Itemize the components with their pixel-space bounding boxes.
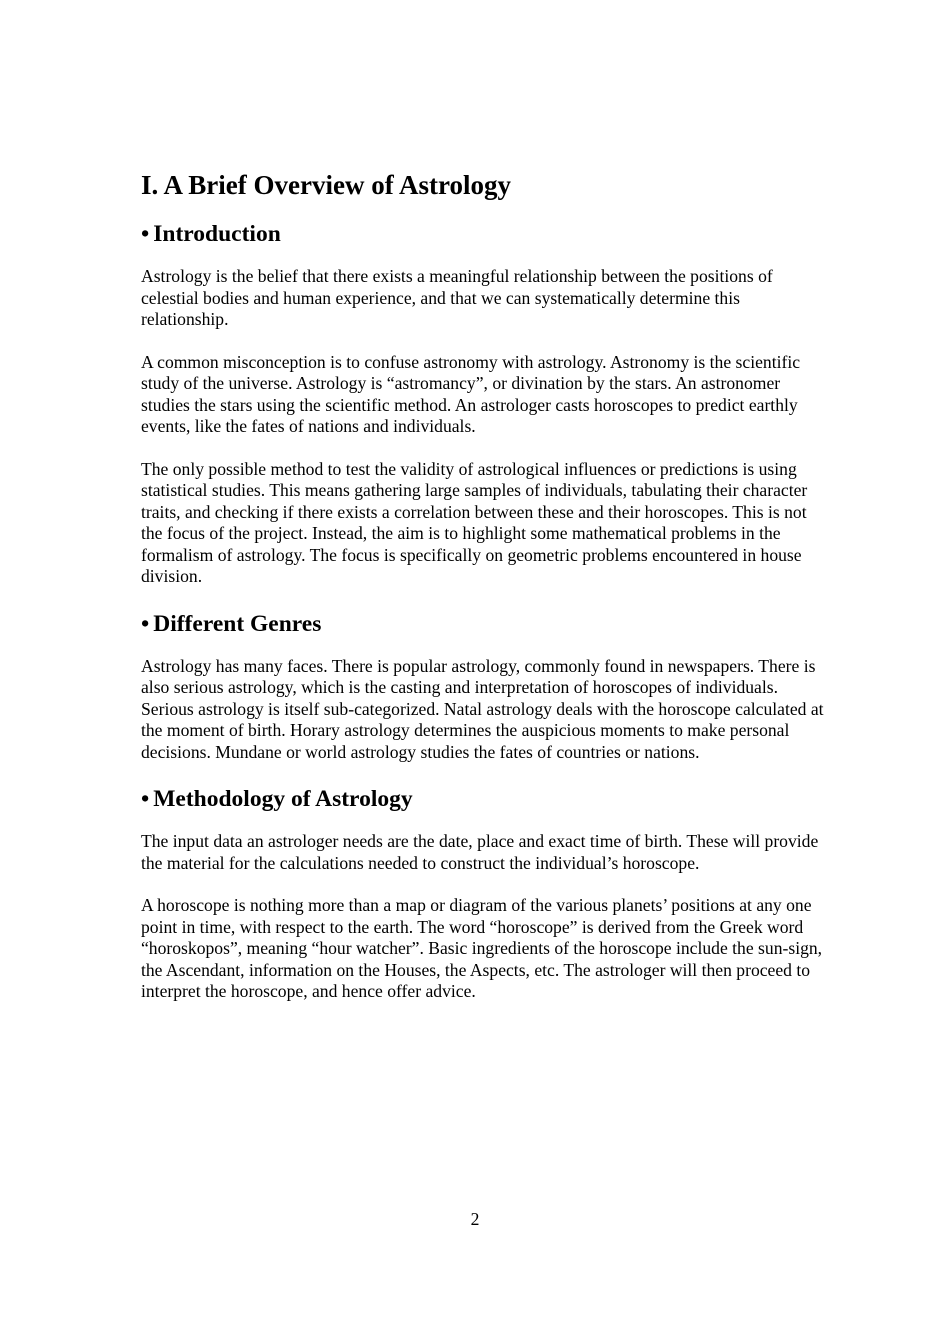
section-heading-label: Different Genres — [153, 610, 322, 637]
section-heading-label: Introduction — [153, 221, 281, 247]
paragraph: A horoscope is nothing more than a map or diagram of the various planets’ positions at any one point in time, with respect to the earth. The word “horoscope” is derived from the Greek word “horoskopos”, meaning “hour watcher”. Basic ingredients of the horoscope include the sun-sign, the Ascendant, information on the Houses, the Aspects, etc. The astrologer will then proceed to interpret the horoscope, and hence offer advice. — [141, 895, 823, 1001]
section-heading-different-genres — [141, 609, 831, 639]
paragraph: Astrology is the belief that there exists a meaningful relationship between the positions of celestial bodies and human experience, and that we can systematically determine this relationship. — [141, 266, 773, 329]
bullet-icon: • — [141, 221, 150, 247]
chapter-title: I. A Brief Overview of Astrology — [141, 170, 511, 200]
page-number: 2 — [470, 1209, 480, 1229]
document-page — [141, 168, 831, 1024]
paragraph: The input data an astrologer needs are the date, place and exact time of birth. These will provide the material for the calculations needed to construct the individual’s horoscope. — [141, 831, 819, 873]
bullet-icon: • — [141, 610, 150, 637]
paragraph: A common misconception is to confuse astronomy with astrology. Astronomy is the scientific study of the universe. Astrology is “astromancy”, or divination by the stars. An astronomer studies the stars using the scientific method. An astrologer casts horoscopes to predict earthly events, like the fates of nations and individuals. — [141, 351, 801, 436]
paragraph: The only possible method to test the validity of astrological influences or predictions is using statistical studies. This means gathering large samples of individuals, tabulating their character traits, and checking if there exists a correlation between these and their horoscopes. This is not the focus of the project. Instead, the aim is to highlight some mathematical problems in the formalism of astrology. The focus is specifically on geometric problems encountered in house division. — [141, 458, 808, 586]
bullet-icon: • — [141, 786, 150, 812]
paragraph: Astrology has many faces. There is popular astrology, commonly found in newspapers. There is also serious astrology, which is the casting and interpretation of horoscopes of individuals. Serious astrology is itself sub-categorized. Natal astrology deals with the horoscope calculated at the moment of birth. Horary astrology determines the auspicious moments to make personal decisions. Mundane or world astrology studies the fates of countries or nations. — [141, 655, 824, 762]
section-heading-methodology — [141, 784, 831, 814]
section-heading-label: Methodology of Astrology — [153, 786, 413, 812]
section-heading-introduction — [141, 219, 831, 249]
